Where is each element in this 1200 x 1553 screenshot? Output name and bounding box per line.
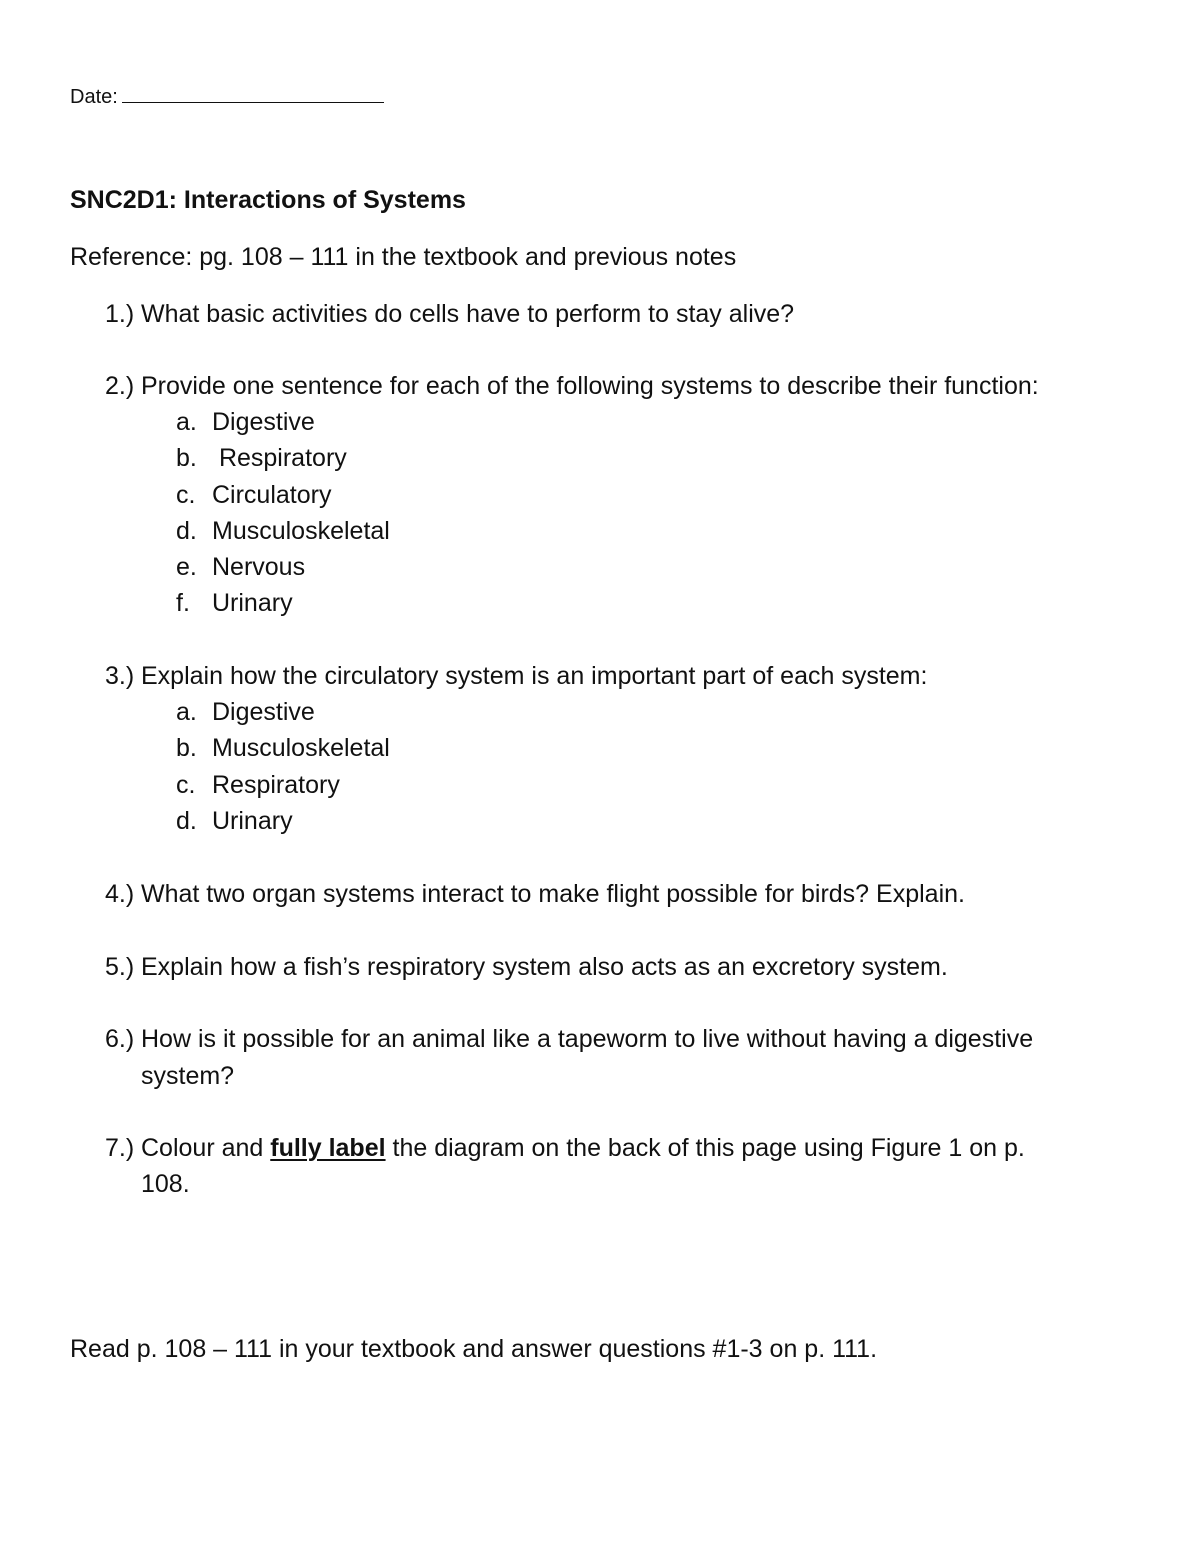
question-7-number: 7.) [105,1134,135,1162]
question-7-emphasis: fully label [270,1134,386,1162]
question-7-text-line-1 [141,1134,1025,1163]
q2-sub-text-e: Nervous [212,553,306,581]
q2-sub-letter-f: f. [176,589,190,617]
question-3-number: 3.) [105,662,135,690]
q2-sub-text-c: Circulatory [212,481,332,509]
question-4-text: What two organ systems interact to make flight possible for birds? Explain. [141,880,965,908]
date-label: Date: [70,86,118,108]
q3-sub-text-b: Musculoskeletal [212,734,390,762]
question-7-text-line-2: 108. [141,1170,190,1198]
q2-sub-letter-b: b. [176,444,197,472]
question-7-text-after: the diagram on the back of this page using Figure 1 on p. [385,1134,1025,1162]
footer-instruction: Read p. 108 – 111 in your textbook and answer questions #1-3 on p. 111. [70,1335,878,1363]
q3-sub-letter-b: b. [176,734,197,762]
q2-sub-text-f: Urinary [212,589,293,617]
q2-sub-text-a: Digestive [212,408,315,436]
q3-sub-letter-c: c. [176,771,196,799]
question-6-text-line-2: system? [141,1062,235,1090]
q2-sub-text-b: Respiratory [212,444,347,472]
q2-sub-text-d: Musculoskeletal [212,517,390,545]
question-7-text-before: Colour and [141,1134,271,1162]
question-1-number: 1.) [105,300,135,328]
page-title: SNC2D1: Interactions of Systems [70,186,466,214]
question-6-text-line-1: How is it possible for an animal like a tapeworm to live without having a digestive [141,1025,1034,1053]
q3-sub-letter-a: a. [176,698,197,726]
date-field [70,84,384,109]
q3-sub-text-a: Digestive [212,698,315,726]
reference-line: Reference: pg. 108 – 111 in the textbook and previous notes [70,243,737,271]
question-3-text: Explain how the circulatory system is an important part of each system: [141,662,928,690]
question-4-number: 4.) [105,880,135,908]
q3-sub-letter-d: d. [176,807,197,835]
q2-sub-letter-d: d. [176,517,197,545]
question-1-text: What basic activities do cells have to perform to stay alive? [141,300,795,328]
date-blank [122,84,384,103]
question-2-number: 2.) [105,372,135,400]
question-5-number: 5.) [105,953,135,981]
question-5-text: Explain how a fish’s respiratory system also acts as an excretory system. [141,953,948,981]
question-6-number: 6.) [105,1025,135,1053]
q2-sub-letter-e: e. [176,553,197,581]
q2-sub-letter-c: c. [176,481,196,509]
q3-sub-text-c: Respiratory [212,771,340,799]
q2-sub-letter-a: a. [176,408,197,436]
question-2-text: Provide one sentence for each of the following systems to describe their function: [141,372,1039,400]
q3-sub-text-d: Urinary [212,807,293,835]
